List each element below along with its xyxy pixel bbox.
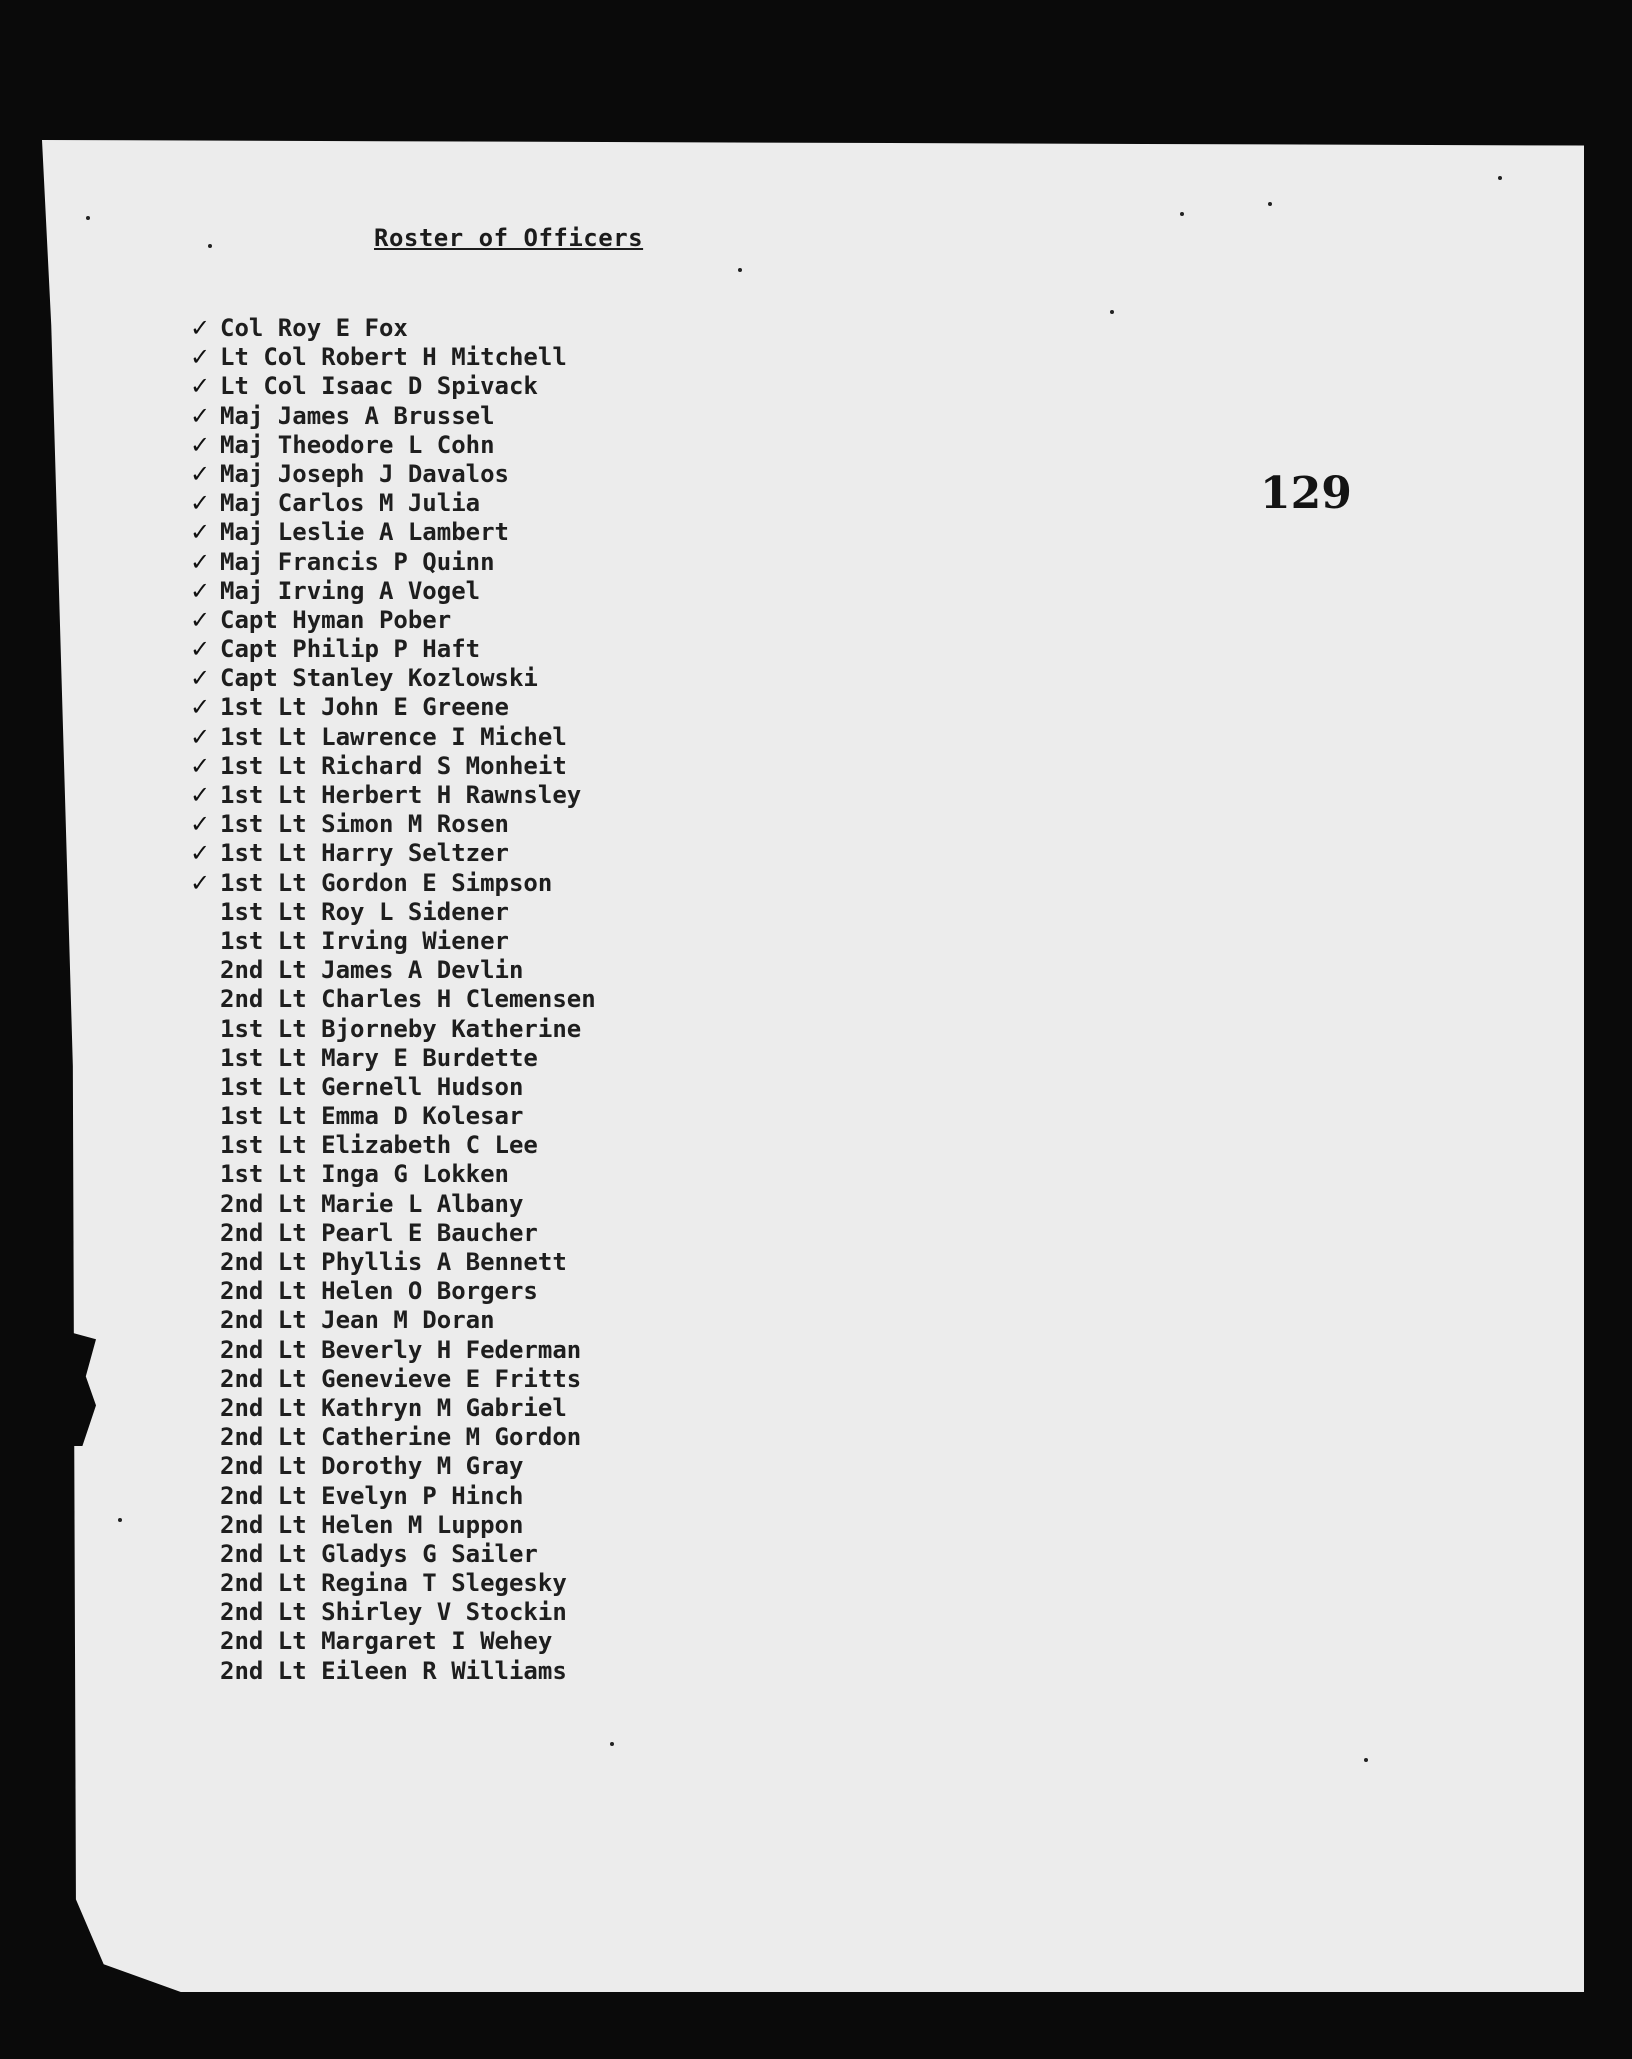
officer-name: 2nd Lt Gladys G Sailer — [220, 1539, 538, 1568]
roster-entry — [190, 1336, 596, 1365]
officer-name: Maj Carlos M Julia — [220, 489, 481, 518]
officer-name: 2nd Lt Kathryn M Gabriel — [220, 1393, 567, 1422]
roster-entry — [190, 402, 596, 431]
check-mark-icon: ✓ — [190, 693, 211, 722]
officer-name: 1st Lt Gernell Hudson — [220, 1072, 524, 1101]
roster-entry — [190, 1219, 596, 1248]
check-mark-icon: ✓ — [190, 781, 211, 809]
officer-name: 2nd Lt Pearl E Baucher — [220, 1218, 538, 1247]
officer-name: 2nd Lt Phyllis A Bennett — [220, 1248, 567, 1276]
check-mark-icon: ✓ — [190, 664, 211, 693]
roster-entry — [190, 1131, 596, 1160]
officer-name: 2nd Lt Genevieve E Fritts — [220, 1364, 582, 1393]
roster-entry — [190, 752, 596, 781]
roster-entry — [190, 1394, 596, 1423]
speck — [1268, 202, 1272, 206]
roster-entry — [190, 1365, 596, 1394]
check-mark-icon: ✓ — [190, 868, 211, 897]
officer-name: Maj Francis P Quinn — [220, 547, 495, 576]
roster-entry — [190, 1073, 596, 1102]
officer-name: 1st Lt Emma D Kolesar — [220, 1102, 524, 1131]
roster-entry — [190, 781, 596, 810]
roster-entry — [190, 343, 596, 372]
roster-entry — [190, 1015, 596, 1044]
roster-entry — [190, 693, 596, 722]
speck — [738, 268, 742, 272]
speck — [1110, 310, 1114, 314]
check-mark-icon: ✓ — [190, 722, 211, 751]
officer-name: 1st Lt Richard S Monheit — [220, 751, 567, 780]
officer-name: 2nd Lt Eileen R Williams — [220, 1656, 567, 1685]
roster-entry — [190, 1657, 596, 1686]
officer-name: 1st Lt Lawrence I Michel — [220, 722, 567, 751]
check-mark-icon: ✓ — [190, 489, 211, 518]
roster-entry — [190, 1627, 596, 1656]
roster-entry — [190, 1044, 596, 1073]
roster-entry — [190, 1190, 596, 1219]
officer-name: 2nd Lt Regina T Slegesky — [220, 1569, 567, 1598]
officer-roster — [190, 314, 596, 1686]
speck — [1498, 176, 1502, 180]
roster-entry — [190, 431, 596, 460]
check-mark-icon: ✓ — [190, 751, 211, 780]
officer-name: 2nd Lt Marie L Albany — [220, 1189, 524, 1218]
roster-entry — [190, 1160, 596, 1189]
officer-name: 1st Lt Harry Seltzer — [220, 839, 509, 868]
officer-name: Col Roy E Fox — [220, 314, 408, 342]
roster-entry — [190, 1540, 596, 1569]
roster-entry — [190, 985, 596, 1014]
roster-entry — [190, 548, 596, 577]
roster-entry — [190, 1102, 596, 1131]
officer-name: Maj James A Brussel — [220, 401, 495, 430]
officer-name: 1st Lt Irving Wiener — [220, 926, 509, 955]
officer-name: 2nd Lt Catherine M Gordon — [220, 1423, 582, 1452]
officer-name: 2nd Lt Charles H Clemensen — [220, 985, 596, 1014]
officer-name: Maj Irving A Vogel — [220, 576, 481, 605]
roster-entry — [190, 518, 596, 547]
speck — [208, 244, 212, 248]
check-mark-icon: ✓ — [190, 430, 211, 459]
officer-name: 2nd Lt Jean M Doran — [220, 1306, 495, 1335]
roster-entry — [190, 1482, 596, 1511]
officer-name: 1st Lt Inga G Lokken — [220, 1160, 509, 1189]
check-mark-icon: ✓ — [190, 605, 211, 634]
officer-name: Maj Joseph J Davalos — [220, 459, 509, 488]
officer-name: 2nd Lt James A Devlin — [220, 956, 524, 985]
roster-entry — [190, 577, 596, 606]
officer-name: 1st Lt Bjorneby Katherine — [220, 1014, 582, 1043]
officer-name: Capt Stanley Kozlowski — [220, 664, 538, 693]
check-mark-icon: ✓ — [190, 372, 211, 401]
roster-entry — [190, 460, 596, 489]
officer-name: 2nd Lt Evelyn P Hinch — [220, 1481, 524, 1510]
check-mark-icon: ✓ — [190, 810, 211, 839]
roster-entry — [190, 810, 596, 839]
speck — [1364, 1758, 1368, 1762]
roster-entry — [190, 664, 596, 693]
roster-entry — [190, 927, 596, 956]
roster-entry — [190, 1306, 596, 1335]
roster-entry — [190, 1598, 596, 1627]
officer-name: 2nd Lt Dorothy M Gray — [220, 1452, 524, 1481]
check-mark-icon: ✓ — [190, 547, 211, 576]
roster-entry — [190, 723, 596, 752]
speck — [86, 216, 90, 220]
officer-name: Maj Theodore L Cohn — [220, 430, 495, 459]
officer-name: Lt Col Isaac D Spivack — [220, 372, 538, 401]
check-mark-icon: ✓ — [190, 576, 211, 605]
check-mark-icon: ✓ — [190, 401, 211, 430]
speck — [118, 1518, 122, 1522]
roster-entry — [190, 956, 596, 985]
roster-entry — [190, 898, 596, 927]
officer-name: 2nd Lt Shirley V Stockin — [220, 1598, 567, 1627]
check-mark-icon: ✓ — [190, 314, 211, 342]
check-mark-icon: ✓ — [190, 343, 211, 372]
officer-name: Maj Leslie A Lambert — [220, 518, 509, 547]
officer-name: Capt Philip P Haft — [220, 635, 481, 664]
roster-entry — [190, 1248, 596, 1277]
roster-entry — [190, 1569, 596, 1598]
roster-entry — [190, 869, 596, 898]
roster-entry — [190, 635, 596, 664]
page-number: 129 — [1260, 468, 1352, 519]
officer-name: 1st Lt Elizabeth C Lee — [220, 1131, 538, 1160]
officer-name: 1st Lt Mary E Burdette — [220, 1043, 538, 1072]
check-mark-icon: ✓ — [190, 518, 211, 547]
officer-name: Lt Col Robert H Mitchell — [220, 343, 567, 372]
officer-name: 1st Lt Gordon E Simpson — [220, 868, 553, 897]
roster-entry — [190, 1423, 596, 1452]
roster-entry — [190, 606, 596, 635]
officer-name: 1st Lt Roy L Sidener — [220, 897, 509, 926]
officer-name: 2nd Lt Beverly H Federman — [220, 1335, 582, 1364]
roster-entry — [190, 489, 596, 518]
roster-entry — [190, 1452, 596, 1481]
officer-name: 2nd Lt Helen M Luppon — [220, 1510, 524, 1539]
officer-name: 2nd Lt Helen O Borgers — [220, 1277, 538, 1306]
officer-name: Capt Hyman Pober — [220, 605, 452, 634]
roster-entry — [190, 1511, 596, 1540]
check-mark-icon: ✓ — [190, 635, 211, 664]
roster-entry — [190, 372, 596, 401]
page-title: Roster of Officers — [374, 224, 644, 252]
speck — [1180, 212, 1184, 216]
roster-entry — [190, 839, 596, 868]
officer-name: 1st Lt Herbert H Rawnsley — [220, 781, 582, 809]
check-mark-icon: ✓ — [190, 459, 211, 488]
roster-entry — [190, 314, 596, 343]
check-mark-icon: ✓ — [190, 839, 211, 868]
officer-name: 1st Lt Simon M Rosen — [220, 810, 509, 839]
speck — [610, 1742, 614, 1746]
roster-entry — [190, 1277, 596, 1306]
officer-name: 1st Lt John E Greene — [220, 693, 509, 722]
officer-name: 2nd Lt Margaret I Wehey — [220, 1627, 553, 1656]
